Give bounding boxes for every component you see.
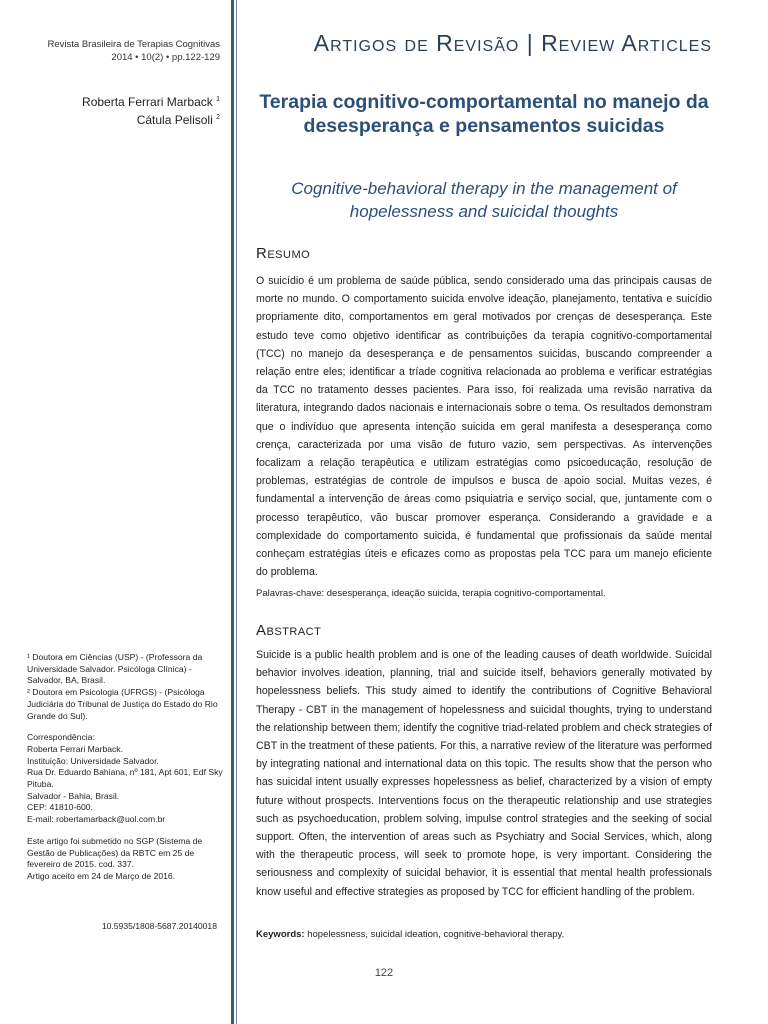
resumo-keywords <box>256 588 712 599</box>
author-sup: 1 <box>216 96 220 103</box>
keywords-label: Palavras-chave: <box>256 588 325 599</box>
footnotes <box>27 652 223 883</box>
page-number: 122 <box>374 967 394 979</box>
column-divider-thin <box>236 0 237 1024</box>
author-sup: 2 <box>216 114 220 121</box>
author-list <box>0 92 220 128</box>
column-divider <box>231 0 234 1024</box>
abstract-keywords <box>256 929 712 940</box>
affiliation-2: ² Doutora em Psicologia (UFRGS) - (Psicóloga Judiciária do Tribunal de Justiça do Estado do Rio Grande do Sul). <box>27 687 218 721</box>
keywords-value: desesperança, ideação suicida, terapia cognitivo-comportamental. <box>326 588 606 599</box>
correspondence-email: E-mail: robertamarback@uol.com.br <box>27 814 166 825</box>
title-portuguese: Terapia cognitivo-comportamental no manejo da desesperança e pensamentos suicidas <box>259 91 709 137</box>
journal-info <box>0 38 220 64</box>
left-column <box>0 0 232 1024</box>
correspondence-name: Roberta Ferrari Marback. <box>27 743 123 754</box>
journal-issue: 2014 • 10(2) • pp.122-129 <box>111 52 220 63</box>
doi: 10.5935/1808-5687.20140018 <box>101 921 217 931</box>
resumo-heading: Resumo <box>256 245 311 262</box>
journal-name: Revista Brasileira de Terapias Cognitivas <box>47 39 220 50</box>
correspondence-label: Correspondência: <box>27 732 95 743</box>
correspondence-city: Salvador - Bahia, Brasil. <box>27 790 120 801</box>
affiliation-1: ¹ Doutora em Ciências (USP) - (Professora da Universidade Salvador. Psicóloga Clínica) - Salvador, BA, Brasil. <box>27 652 203 686</box>
author-2 <box>0 110 220 128</box>
keywords-label: Keywords: <box>256 929 305 940</box>
title-english: Cognitive-behavioral therapy in the management of hopelessness and suicidal thoughts <box>291 179 677 221</box>
section-heading: Artigos de Revisão | Review Articles <box>313 30 712 56</box>
keywords-value: hopelessness, suicidal ideation, cognitive-behavioral therapy. <box>307 929 565 940</box>
abstract-heading: Abstract <box>256 622 322 639</box>
accepted-note: Artigo aceito em 24 de Março de 2016. <box>27 870 176 881</box>
author-1 <box>0 92 220 110</box>
abstract-text: Suicide is a public health problem and is one of the leading causes of death worldwide. Suicidal behavior involves ideation, planning, trial and suicide itself, behaviors generally motivated by hopelessness beliefs. This study aimed to identify the contributions of Cognitive Behavioral Therapy - CBT in the management of hopelessness and suicidal thoughts, trying to understand the relationship between them; identify the cognitive triad-related problem and check strategies of CBT in the treatment of these patients. For this, a narrative review of the literature was performed by integrating national and international data on this topic. The results show that the person who has suicidal intent usually expresses hopelessness as belief, characterized by a vision of empty future without prospects. Interventions focus on the therapeutic relationship and use strategies such as psychoeducation, problem solving, impulse control strategies and the seeking of social support. Often, the intervention of areas such as Psychiatry and Social Services, which, along with the therapeutic process, will seek to promote hope, is very important. Considering the seriousness and complexity of suicidal behavior, it is essential that mental health professionals know useful and effective strategies as proposed by TCC for efficient handling of the problem. <box>256 649 712 898</box>
author-name: Roberta Ferrari Marback <box>82 95 213 109</box>
author-name: Cátula Pelisoli <box>136 113 213 127</box>
correspondence-address: Rua Dr. Eduardo Bahiana, nº 181, Apt 601, Edf Sky Pituba. <box>27 767 223 790</box>
resumo-text: O suicídio é um problema de saúde pública, sendo considerado uma das principais causas de morte no mundo. O comportamento suicida envolve ideação, planejamento, tentativa e suicídio propriamente dito, comportamentos em geral motivados por crenças de desesperança. Este estudo teve como objetivo identificar as contribuições da terapia cognitivo-comportamental (TCC) no manejo da desesperança e de pensamentos suicidas, buscando compreender a relação entre eles; identificar a tríade cognitiva relacionada ao problema e verificar estratégias da TCC no tratamento desses pacientes. Para isso, foi realizada uma revisão narrativa da literatura, integrando dados nacionais e internacionais sobre o tema. Os resultados demonstram que o indivíduo que apresenta intenção suicida em geral manifesta a desesperança como crença, caracterizada por uma visão de futuro vazio, sem perspectivas. As intervenções focalizam a relação terapêutica e utilizam estratégias como psicoeducação, resolução de problemas, estratégias de controle de impulsos e busca de apoio social. Muitas vezes, é fundamental a intervenção de áreas como psiquiatria e serviço social, que, juntamente com o processo terapêutico, vão buscar promover esperança. Considerando a gravidade e a complexidade do comportamento suicida, é fundamental que profissionais da saúde mental conheçam estratégias úteis e eficazes como as propostas pela TCC para um manejo eficiente do problema. <box>256 275 712 579</box>
correspondence-institution: Instituição: Universidade Salvador. <box>27 755 159 766</box>
correspondence-cep: CEP: 41810-600. <box>27 802 93 813</box>
submission-note: Este artigo foi submetido no SGP (Sistema de Gestão de Publicações) da RBTC em 25 de fevereiro de 2015. cod. 337. <box>27 835 203 870</box>
